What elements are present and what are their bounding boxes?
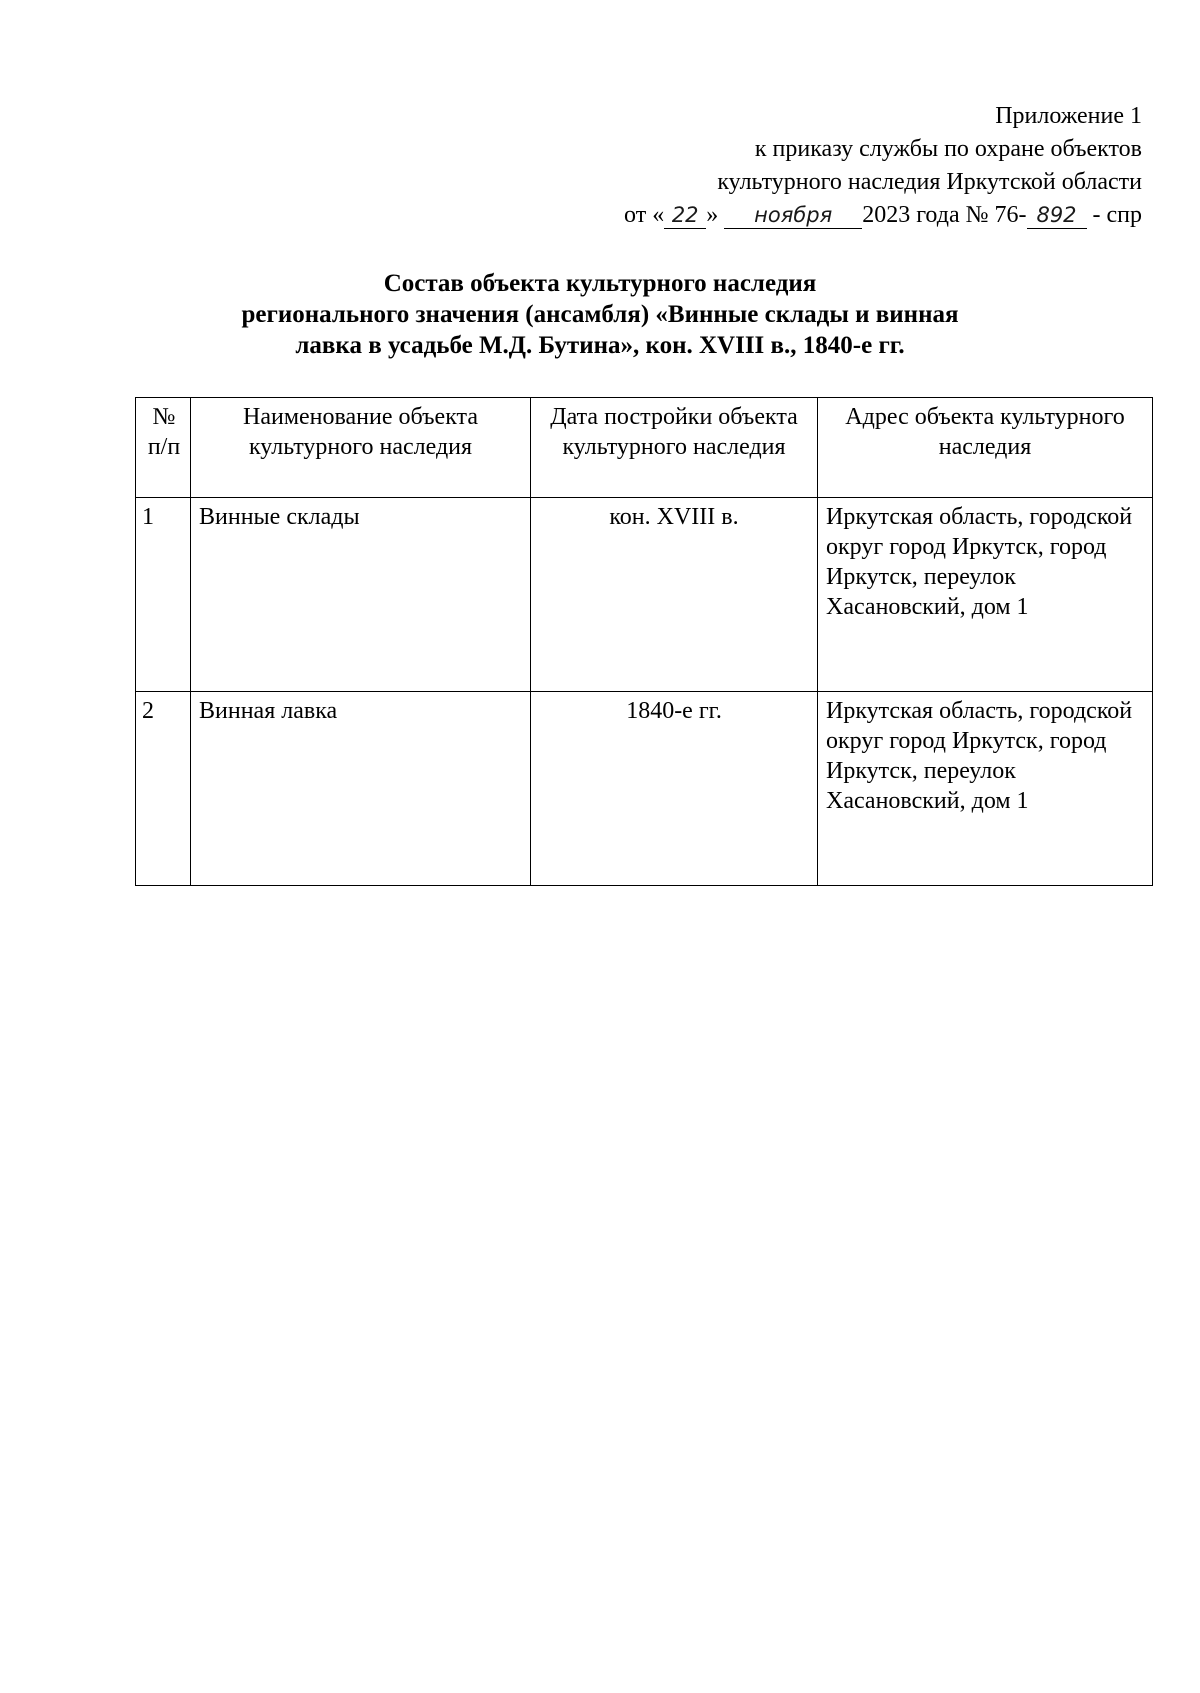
row-name: Винная лавка (191, 692, 531, 886)
appendix-agency: культурного наследия Иркутской области (717, 169, 1142, 195)
order-suffix: - спр (1086, 202, 1142, 228)
document-title (0, 268, 1200, 361)
header-date: Дата постройки объекта культурного наследия (531, 398, 818, 498)
year-text: 2023 года № 76- (862, 202, 1027, 228)
title-line-2: регионального значения (ансамбля) «Винные склады и винная (241, 301, 959, 328)
row-date: 1840-е гг. (531, 692, 818, 886)
row-date: кон. XVIII в. (531, 498, 818, 692)
heritage-table (135, 397, 1153, 886)
handwritten-month: ноября (724, 202, 862, 229)
appendix-block (502, 100, 1142, 232)
appendix-date-line (502, 199, 1142, 232)
appendix-order-ref: к приказу службы по охране объектов (754, 136, 1142, 162)
handwritten-day: 22 (664, 202, 706, 229)
header-number: № п/п (136, 398, 191, 498)
table-body (136, 498, 1153, 886)
header-row (136, 398, 1153, 498)
table-row (136, 692, 1153, 886)
header-name: Наименование объекта культурного наследия (191, 398, 531, 498)
title-line-3: лавка в усадьбе М.Д. Бутина», кон. XVIII в., 1840-е гг. (295, 332, 905, 359)
row-name: Винные склады (191, 498, 531, 692)
table-row (136, 498, 1153, 692)
title-line-1: Состав объекта культурного наследия (383, 270, 817, 297)
row-address: Иркутская область, городской округ город Иркутск, город Иркутск, переулок Хасановский, дом 1 (818, 692, 1153, 886)
table-header (136, 398, 1153, 498)
handwritten-order-number: 892 (1027, 202, 1087, 229)
row-number: 1 (136, 498, 191, 692)
header-address: Адрес объекта культурного наследия (818, 398, 1153, 498)
date-prefix: от « (624, 202, 665, 228)
appendix-title: Приложение 1 (995, 103, 1142, 129)
row-number: 2 (136, 692, 191, 886)
row-address: Иркутская область, городской округ город Иркутск, город Иркутск, переулок Хасановский, дом 1 (818, 498, 1153, 692)
date-quote-close: » (706, 202, 719, 228)
